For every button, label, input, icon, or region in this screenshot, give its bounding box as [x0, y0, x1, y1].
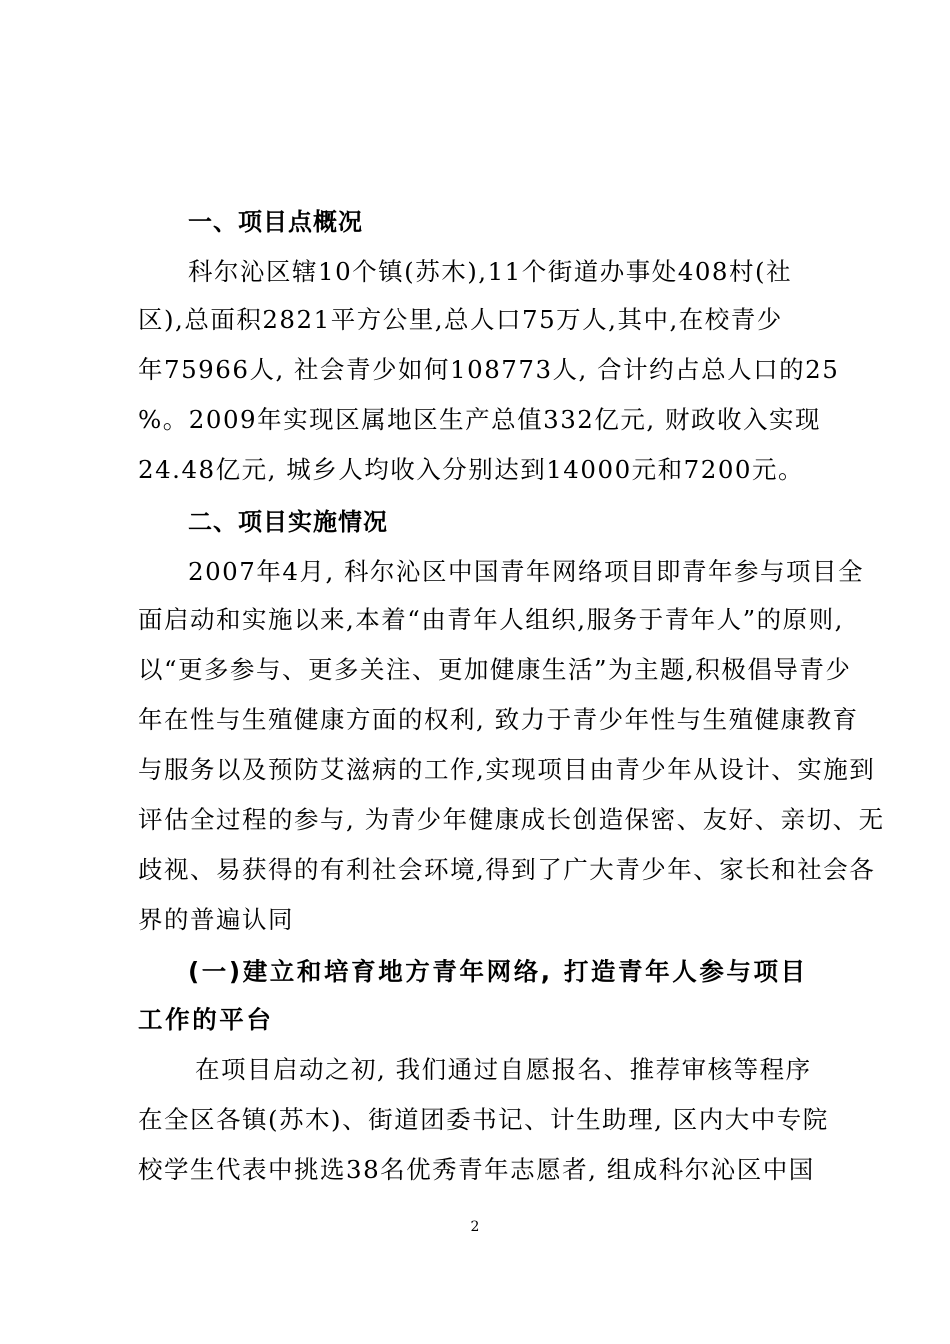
paragraph-line: 科尔沁区辖10个镇(苏木),11个街道办事处408村(社 [188, 257, 793, 286]
section-heading-implementation: 二、项目实施情况 [188, 508, 388, 536]
paragraph-line: 24.48亿元, 城乡人均收入分别达到14000元和7200元。 [138, 455, 805, 484]
paragraph-line: 2007年4月, 科尔沁区中国青年网络项目即青年参与项目全 [188, 557, 865, 586]
paragraph-line: 界的普遍认同 [138, 905, 294, 934]
paragraph-line: 年在性与生殖健康方面的权利, 致力于青少年性与生殖健康教育 [138, 705, 859, 734]
paragraph-line: %。2009年实现区属地区生产总值332亿元, 财政收入实现 [138, 405, 821, 434]
paragraph-line: 在全区各镇(苏木)、街道团委书记、计生助理, 区内大中专院 [138, 1105, 829, 1134]
paragraph-line: 与服务以及预防艾滋病的工作,实现项目由青少年从设计、实施到 [138, 755, 876, 784]
paragraph-line: 以“更多参与、更多关注、更加健康生活”为主题,积极倡导青少 [138, 655, 852, 684]
paragraph-line: 歧视、易获得的有利社会环境,得到了广大青少年、家长和社会各 [138, 855, 876, 884]
paragraph-line: 在项目启动之初, 我们通过自愿报名、推荐审核等程序 [195, 1055, 812, 1084]
subsection-heading-continued: 工作的平台 [138, 1005, 274, 1034]
paragraph-line: 面启动和实施以来,本着“由青年人组织,服务于青年人”的原则, [138, 605, 844, 634]
paragraph-line: 区),总面积2821平方公里,总人口75万人,其中,在校青少 [138, 305, 783, 334]
section-heading-overview: 一、项目点概况 [188, 208, 363, 236]
subsection-heading: (一)建立和培育地方青年网络, 打造青年人参与项目 [188, 957, 808, 986]
paragraph-line: 年75966人, 社会青少如何108773人, 合计约占总人口的25 [138, 355, 840, 384]
page-number: 2 [470, 1219, 480, 1235]
paragraph-line: 评估全过程的参与, 为青少年健康成长创造保密、友好、亲切、无 [138, 805, 885, 834]
paragraph-line: 校学生代表中挑选38名优秀青年志愿者, 组成科尔沁区中国 [138, 1155, 815, 1184]
